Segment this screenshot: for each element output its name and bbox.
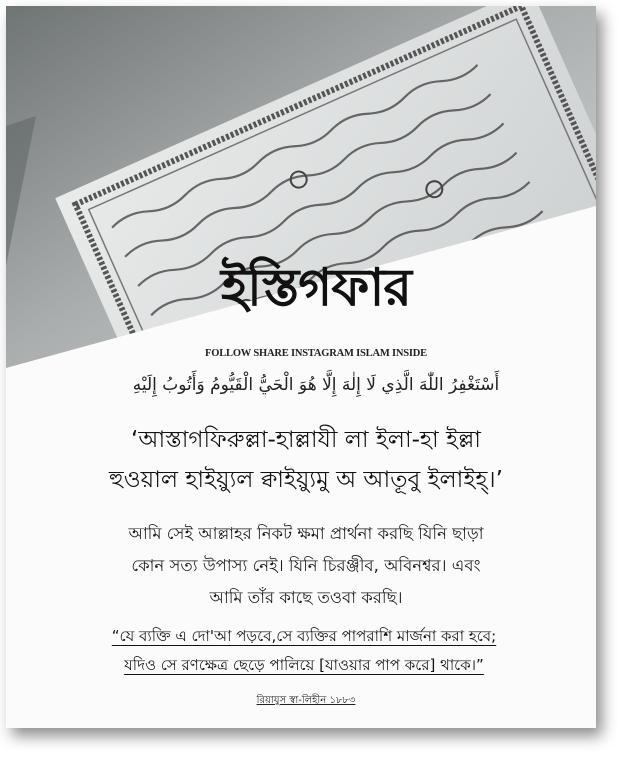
follow-caption: FOLLOW SHARE INSTAGRAM ISLAM INSIDE [205, 348, 427, 359]
meaning-line-3: আমি তাঁর কাছে তওবা করছি। [209, 588, 403, 607]
transliteration [26, 420, 586, 500]
transliteration-line-2: হুওয়াল হাইয়্যুল ক্বাইয়্যুমু অ আতূবু ইলাইহ্।’ [109, 467, 503, 493]
hadith-source [186, 693, 426, 710]
hadith-quote [20, 622, 588, 680]
hadith-line-1: “যে ব্যক্তি এ দো'আ পড়বে,সে ব্যক্তির পাপরাশি মার্জনা করা হবে; [111, 627, 497, 645]
transliteration-line-1: ‘আস্তাগফিরুল্লা-হাল্লাযী লা ইলা-হা ইল্লা [131, 427, 481, 453]
meaning-line-2: কোন সত্য উপাস্য নেই। যিনি চিরঞ্জীব, অবিনশ্বর। এবং [131, 556, 481, 575]
hadith-line-2: যদিও সে রণক্ষেত্র ছেড়ে পালিয়ে [যাওয়ার পাপ করে] থাকে।” [124, 656, 484, 674]
arabic-dua: أَسْتَغْفِرُ اللّٰهَ الَّذِي لَا إِلٰهَ إِلَّا هُوَ الْحَيُّ الْقَيُّومُ وَأَتُوبُ إِلَيْهِ [132, 375, 500, 395]
white-panel [6, 6, 596, 728]
meaning-line-1: আমি সেই আল্লাহর নিকট ক্ষমা প্রার্থনা করছি যিনি ছাড়া [128, 524, 484, 543]
meaning [46, 518, 566, 614]
source-text: রিয়াযুস স্বা-লিহীন ১৮৮৩ [256, 695, 356, 706]
post-card [6, 6, 596, 728]
page-title: ইস্তিগফার [220, 258, 412, 318]
